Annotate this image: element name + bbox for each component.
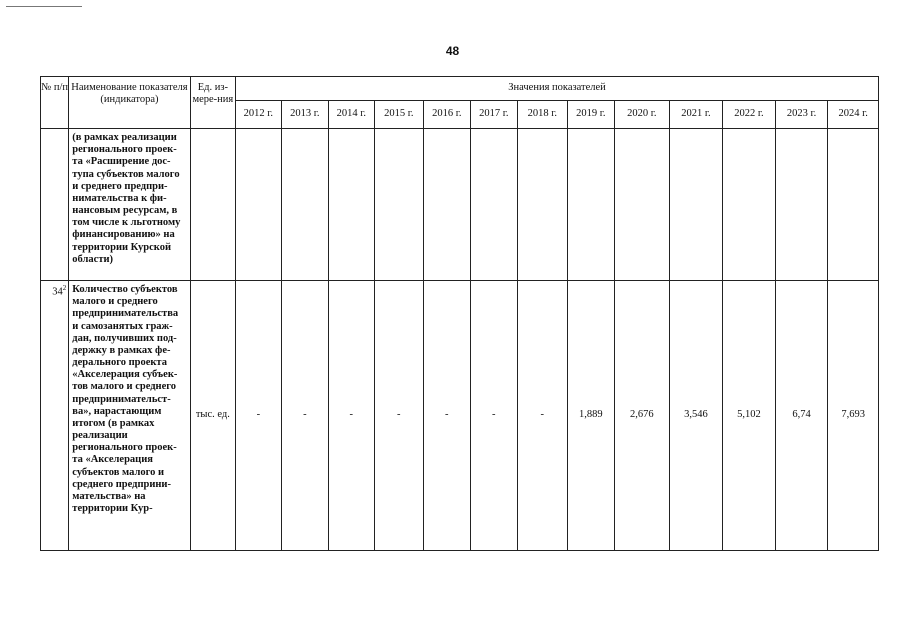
value-cell — [374, 129, 424, 281]
header-year: 2014 г. — [329, 101, 374, 129]
indicator-name: Количество субъектов малого и среднего предпринимательства и самозанятых граж-дан, получивших под-держку в рамках фе-дерального проекта «Акселерация субъек-тов малого и среднего предпринимательст-ва», нарастающим итогом (в рамках реализации регионального проек-та «Акселерация субъектов малого и среднего предприни-мательства» на территории Кур- — [69, 281, 190, 551]
value-cell — [615, 129, 670, 281]
value-cell: - — [424, 281, 470, 551]
header-year: 2015 г. — [374, 101, 424, 129]
value-cell: - — [329, 281, 374, 551]
value-cell: 2,676 — [615, 281, 670, 551]
header-name: Наименование показателя (индикатора) — [69, 77, 190, 129]
header-row — [41, 77, 879, 101]
value-cell: 1,889 — [567, 281, 615, 551]
header-year: 2013 г. — [281, 101, 329, 129]
header-year: 2023 г. — [775, 101, 828, 129]
indicators-table — [40, 76, 879, 551]
indicator-unit — [190, 129, 235, 281]
header-year: 2019 г. — [567, 101, 615, 129]
value-cell — [424, 129, 470, 281]
header-unit: Ед. из-мере-ния — [190, 77, 235, 129]
value-cell — [567, 129, 615, 281]
header-values-title: Значения показателей — [236, 77, 879, 101]
header-year: 2024 г. — [828, 101, 879, 129]
value-cell — [775, 129, 828, 281]
table-row — [41, 281, 879, 551]
corner-rule — [6, 6, 82, 7]
indicator-unit: тыс. ед. — [190, 281, 235, 551]
table-row — [41, 129, 879, 281]
page-number: 48 — [445, 44, 460, 58]
value-cell: 7,693 — [828, 281, 879, 551]
row-number — [41, 129, 69, 281]
value-cell: - — [374, 281, 424, 551]
value-cell: - — [470, 281, 518, 551]
value-cell: - — [236, 281, 281, 551]
header-year: 2017 г. — [470, 101, 518, 129]
value-cell: - — [281, 281, 329, 551]
value-cell — [669, 129, 723, 281]
header-year: 2021 г. — [669, 101, 723, 129]
value-cell: 6,74 — [775, 281, 828, 551]
indicator-name: (в рамках реализации регионального проек-та «Расширение дос-тупа субъектов малого и среднего предпри-нимательства к фи-нансовым ресурсам, в том числе к льготному финансированию» на территории Курской области) — [69, 129, 190, 281]
header-year: 2022 г. — [723, 101, 776, 129]
header-year: 2016 г. — [424, 101, 470, 129]
header-year: 2018 г. — [518, 101, 568, 129]
value-cell: 5,102 — [723, 281, 776, 551]
header-year: 2012 г. — [236, 101, 281, 129]
value-cell: - — [518, 281, 568, 551]
value-cell — [281, 129, 329, 281]
header-year: 2020 г. — [615, 101, 670, 129]
row-number: $34^2$ — [41, 281, 69, 551]
value-cell — [470, 129, 518, 281]
value-cell — [518, 129, 568, 281]
value-cell — [723, 129, 776, 281]
value-cell: 3,546 — [669, 281, 723, 551]
value-cell — [828, 129, 879, 281]
header-num: № п/п — [41, 77, 69, 129]
value-cell — [329, 129, 374, 281]
value-cell — [236, 129, 281, 281]
